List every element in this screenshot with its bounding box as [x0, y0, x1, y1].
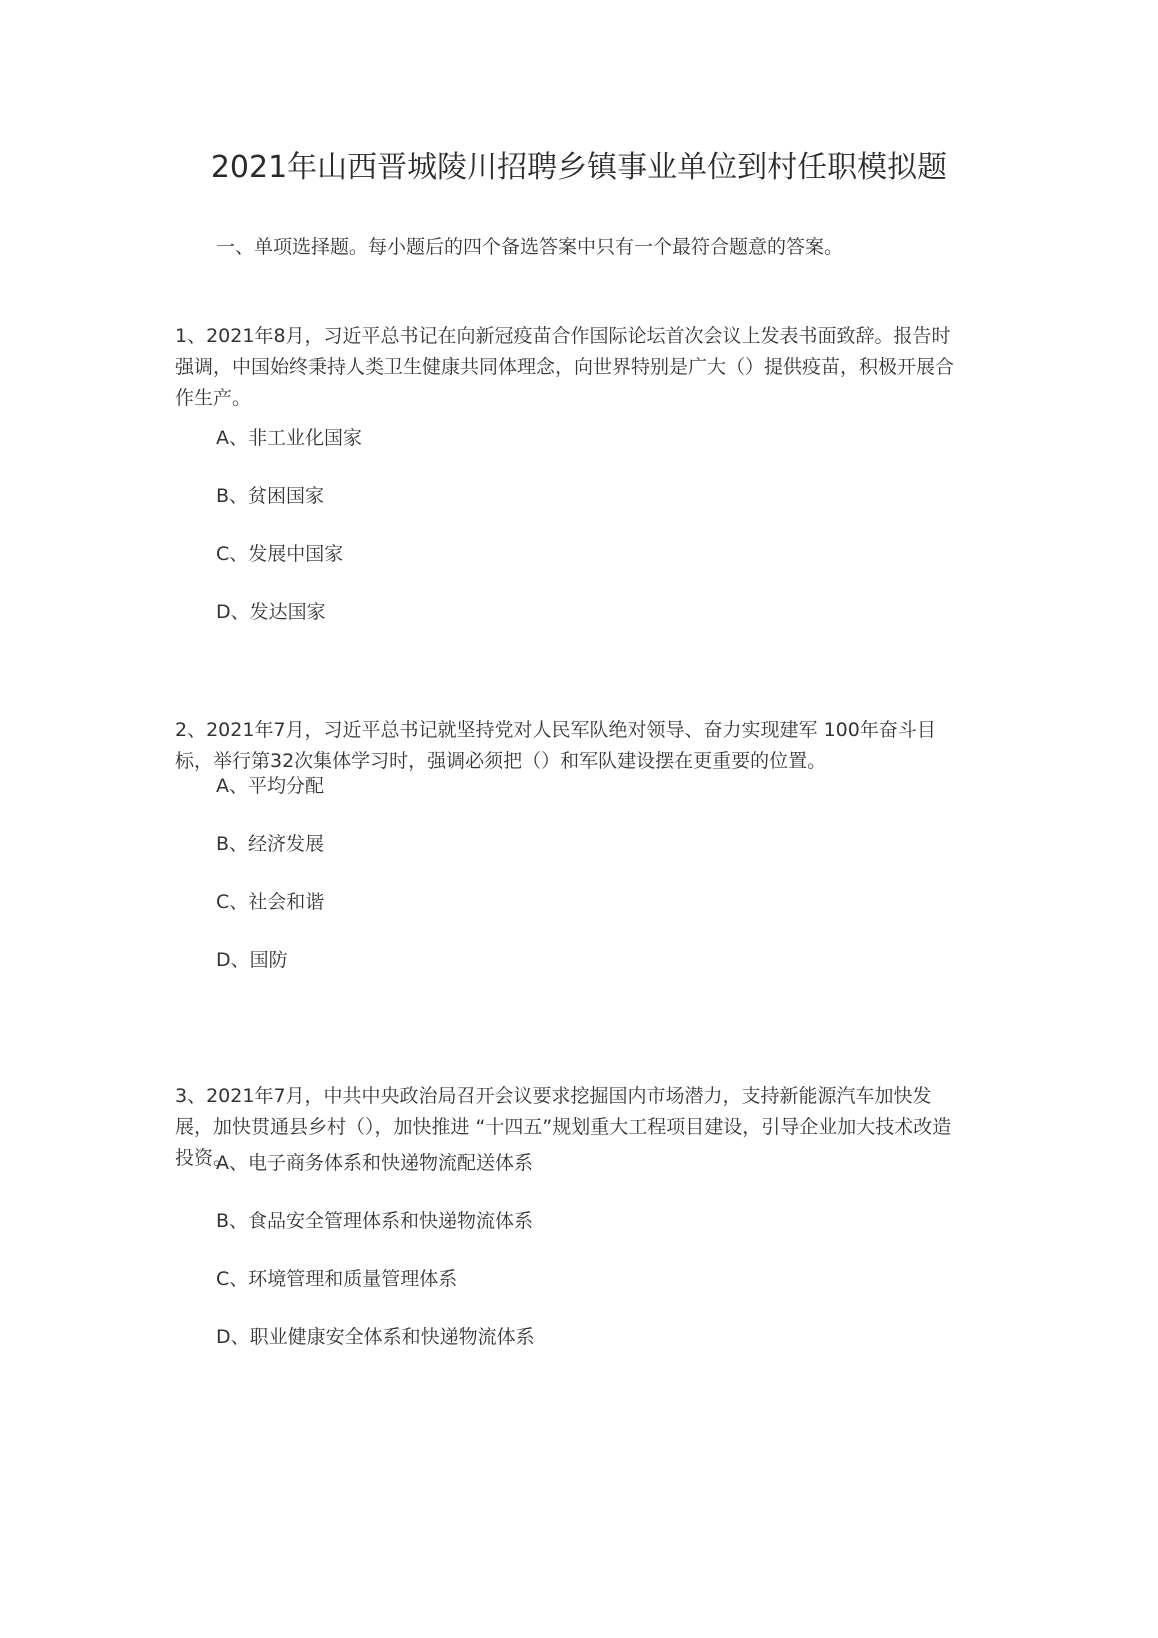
section-heading: 一、单项选择题。每小题后的四个备选答案中只有一个最符合题意的答案。: [216, 236, 844, 258]
question-1-option-d: D、发达国家: [216, 601, 326, 623]
question-3-stem: 3、2021年7月，中共中央政治局召开会议要求挖掘国内市场潜力，支持新能源汽车加快发展，加快贯通县乡村（），加快推进 “十四五”规划重大工程项目建设，引导企业加大技术改造投资。: [175, 1085, 952, 1169]
question-1-option-a: A、非工业化国家: [216, 427, 362, 449]
question-1-stem: 1、2021年8月，习近平总书记在向新冠疫苗合作国际论坛首次会议上发表书面致辞。报告时强调，中国始终秉持人类卫生健康共同体理念，向世界特别是广大（）提供疫苗，积极开展合作生产。: [175, 325, 955, 409]
question-2-option-a: A、平均分配: [216, 775, 324, 797]
document-title: 2021年山西晋城陵川招聘乡镇事业单位到村任职模拟题: [210, 150, 948, 185]
question-3-option-b: B、食品安全管理体系和快递物流体系: [216, 1210, 534, 1232]
question-3-option-a: A、电子商务体系和快递物流配送体系: [216, 1152, 533, 1174]
question-3-option-d: D、职业健康安全体系和快递物流体系: [216, 1326, 535, 1348]
question-1-option-c: C、发展中国家: [216, 543, 344, 565]
question-2-option-b: B、经济发展: [216, 833, 325, 855]
question-3-option-c: C、环境管理和质量管理体系: [216, 1268, 458, 1290]
question-2-stem: 2、2021年7月，习近平总书记就坚持党对人民军队绝对领导、奋力实现建军 100年奋斗目标，举行第32次集体学习时，强调必须把（）和军队建设摆在更重要的位置。: [175, 719, 936, 772]
question-1-option-b: B、贫困国家: [216, 485, 325, 507]
question-2-option-c: C、社会和谐: [216, 891, 325, 913]
question-2-option-d: D、国防: [216, 949, 288, 971]
